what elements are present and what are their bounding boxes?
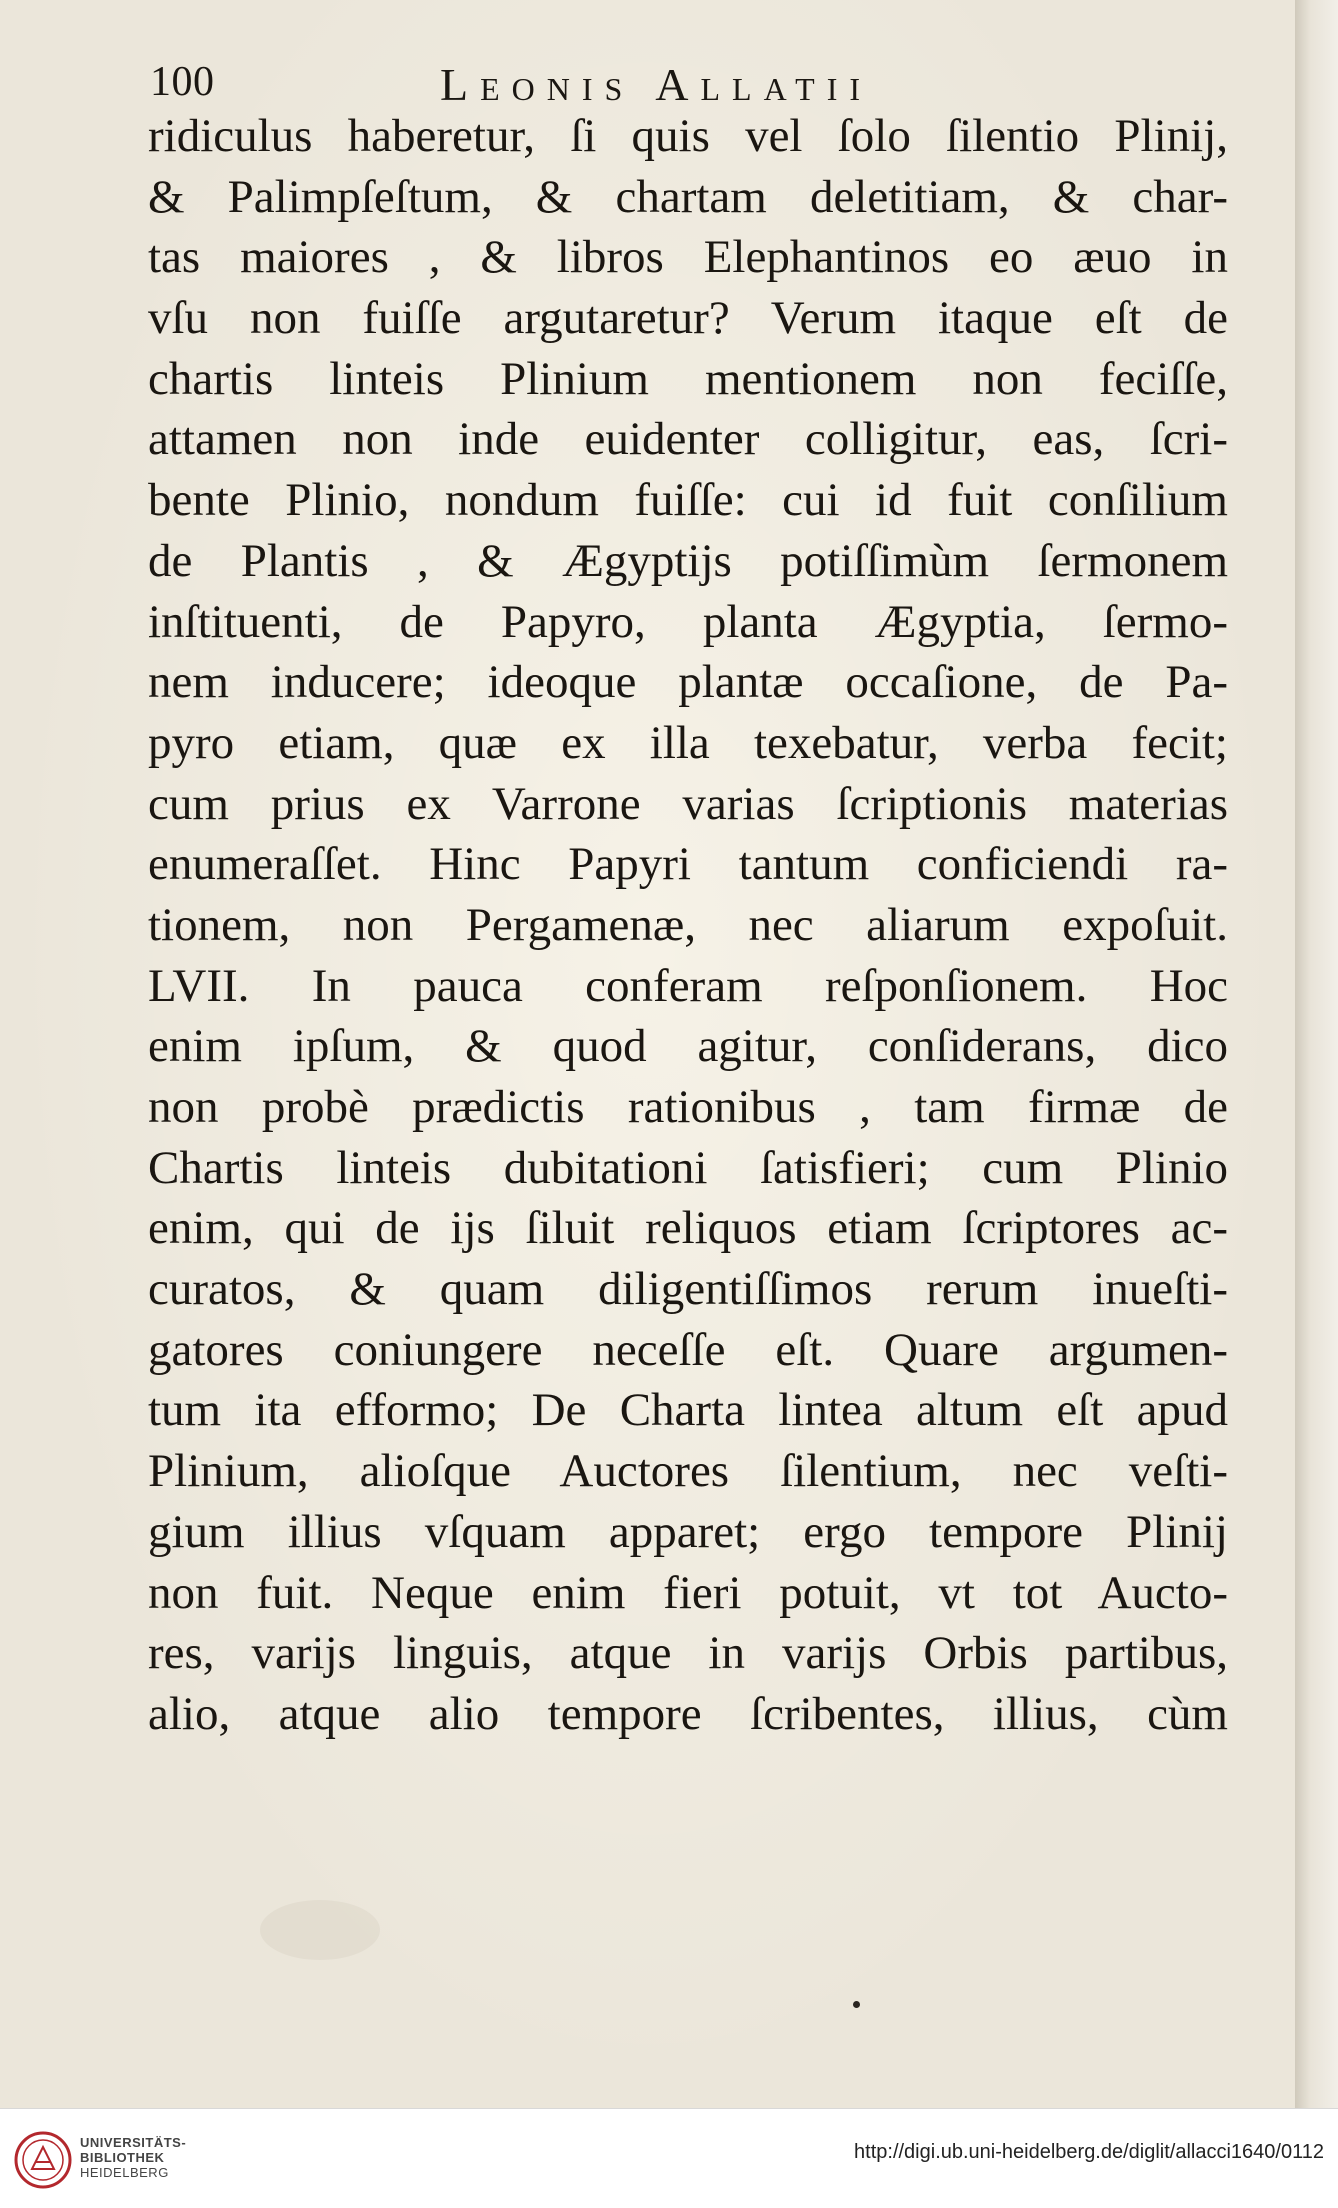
text-line-content: Chartis linteis dubitationi ſatisfieri; cum Plinio: [148, 1141, 1228, 1194]
text-line-content: non fuit. Neque enim fieri potuit, vt tot Aucto-: [148, 1566, 1228, 1619]
text-line: [148, 834, 1228, 895]
text-line-content: LVII. In pauca conferam reſponſionem. Hoc: [148, 959, 1228, 1012]
text-line-content: Plinium, alioſque Auctores ſilentium, nec veſti-: [148, 1445, 1228, 1498]
running-head: Leonis Allatii: [440, 59, 873, 110]
ink-smudge: [260, 1900, 380, 1960]
text-line: [148, 1259, 1228, 1320]
text-line: [148, 1441, 1228, 1502]
page-number: 100: [150, 59, 215, 105]
text-line: [148, 895, 1228, 956]
text-line: [148, 1623, 1228, 1684]
library-line-1: UNIVERSITÄTS-: [80, 2135, 187, 2150]
text-line: [148, 1380, 1228, 1441]
footer-bar: [0, 2108, 1338, 2208]
text-line-content: de Plantis , & Ægyptijs potiſſimùm ſermonem: [148, 534, 1228, 587]
text-line: [148, 470, 1228, 531]
text-line: [148, 409, 1228, 470]
text-line: [148, 1016, 1228, 1077]
permalink-url[interactable]: http://digi.ub.uni-heidelberg.de/diglit/allacci1640/0112: [854, 2141, 1324, 2163]
text-line: [148, 167, 1228, 228]
text-line: [148, 1138, 1228, 1199]
text-line-content: non probè prædictis rationibus , tam firmæ de: [148, 1081, 1228, 1133]
text-line-content: bente Plinio, nondum fuiſſe: cui id fuit conſilium: [148, 474, 1228, 527]
text-line: [148, 1077, 1228, 1138]
text-line: [148, 1684, 1228, 1745]
text-line-content: enumeraſſet. Hinc Papyri tantum conficiendi ra-: [148, 838, 1228, 891]
text-line: [148, 349, 1228, 410]
text-line-content: res, varijs linguis, atque in varijs Orbis partibus,: [148, 1627, 1228, 1680]
body-text: [148, 106, 1228, 1745]
ink-dot: [853, 2001, 860, 2008]
text-line-content: curatos, & quam diligentiſſimos rerum inueſti-: [148, 1263, 1228, 1316]
text-line: [148, 106, 1228, 167]
text-line-content: nem inducere; ideoque plantæ occaſione, de Pa-: [148, 656, 1228, 709]
text-line-content: tum ita efformo; De Charta lintea altum eſt apud: [148, 1384, 1228, 1437]
text-line-content: tionem, non Pergamenæ, nec aliarum expoſuit.: [148, 898, 1228, 951]
text-line-content: attamen non inde euidenter colligitur, eas, ſcri-: [148, 413, 1228, 466]
library-line-3: HEIDELBERG: [80, 2165, 169, 2180]
text-line: [148, 1198, 1228, 1259]
text-line-content: inſtituenti, de Papyro, planta Ægyptia, ſermo-: [148, 595, 1228, 648]
text-line-content: gatores coniungere neceſſe eſt. Quare argumen-: [148, 1323, 1228, 1376]
text-line: [148, 531, 1228, 592]
page-edge: [1295, 0, 1338, 2108]
text-line: [148, 227, 1228, 288]
library-line-2: BIBLIOTHEK: [80, 2150, 165, 2165]
text-line: [148, 652, 1228, 713]
text-line-content: vſu non fuiſſe argutaretur? Verum itaque eſt de: [148, 292, 1228, 345]
text-line: [148, 1502, 1228, 1563]
text-line-content: chartis linteis Plinium mentionem non feciſſe,: [148, 352, 1228, 405]
text-line-content: alio, atque alio tempore ſcribentes, illius, cùm: [148, 1687, 1228, 1740]
text-line-content: ridiculus haberetur, ſi quis vel ſolo ſilentio Plinij,: [148, 110, 1228, 162]
text-line-content: cum prius ex Varrone varias ſcriptionis materias: [148, 777, 1228, 830]
text-line: [148, 774, 1228, 835]
text-line-content: pyro etiam, quæ ex illa texebatur, verba fecit;: [148, 716, 1228, 769]
text-line: [148, 1320, 1228, 1381]
text-line-content: gium illius vſquam apparet; ergo tempore Plinij: [148, 1505, 1228, 1558]
text-line-content: tas maiores , & libros Elephantinos eo æuo in: [148, 231, 1228, 284]
text-line: [148, 288, 1228, 349]
library-name: [80, 2135, 186, 2180]
text-line: [148, 1563, 1228, 1624]
text-line: [148, 956, 1228, 1017]
university-seal-icon: [14, 2131, 72, 2189]
text-line-content: & Palimpſeſtum, & chartam deletitiam, & char-: [148, 170, 1228, 223]
text-line: [148, 713, 1228, 774]
text-line-content: enim, qui de ijs ſiluit reliquos etiam ſcriptores ac-: [148, 1202, 1228, 1255]
text-line: [148, 592, 1228, 653]
text-line-content: enim ipſum, & quod agitur, conſiderans, dico: [148, 1020, 1228, 1073]
